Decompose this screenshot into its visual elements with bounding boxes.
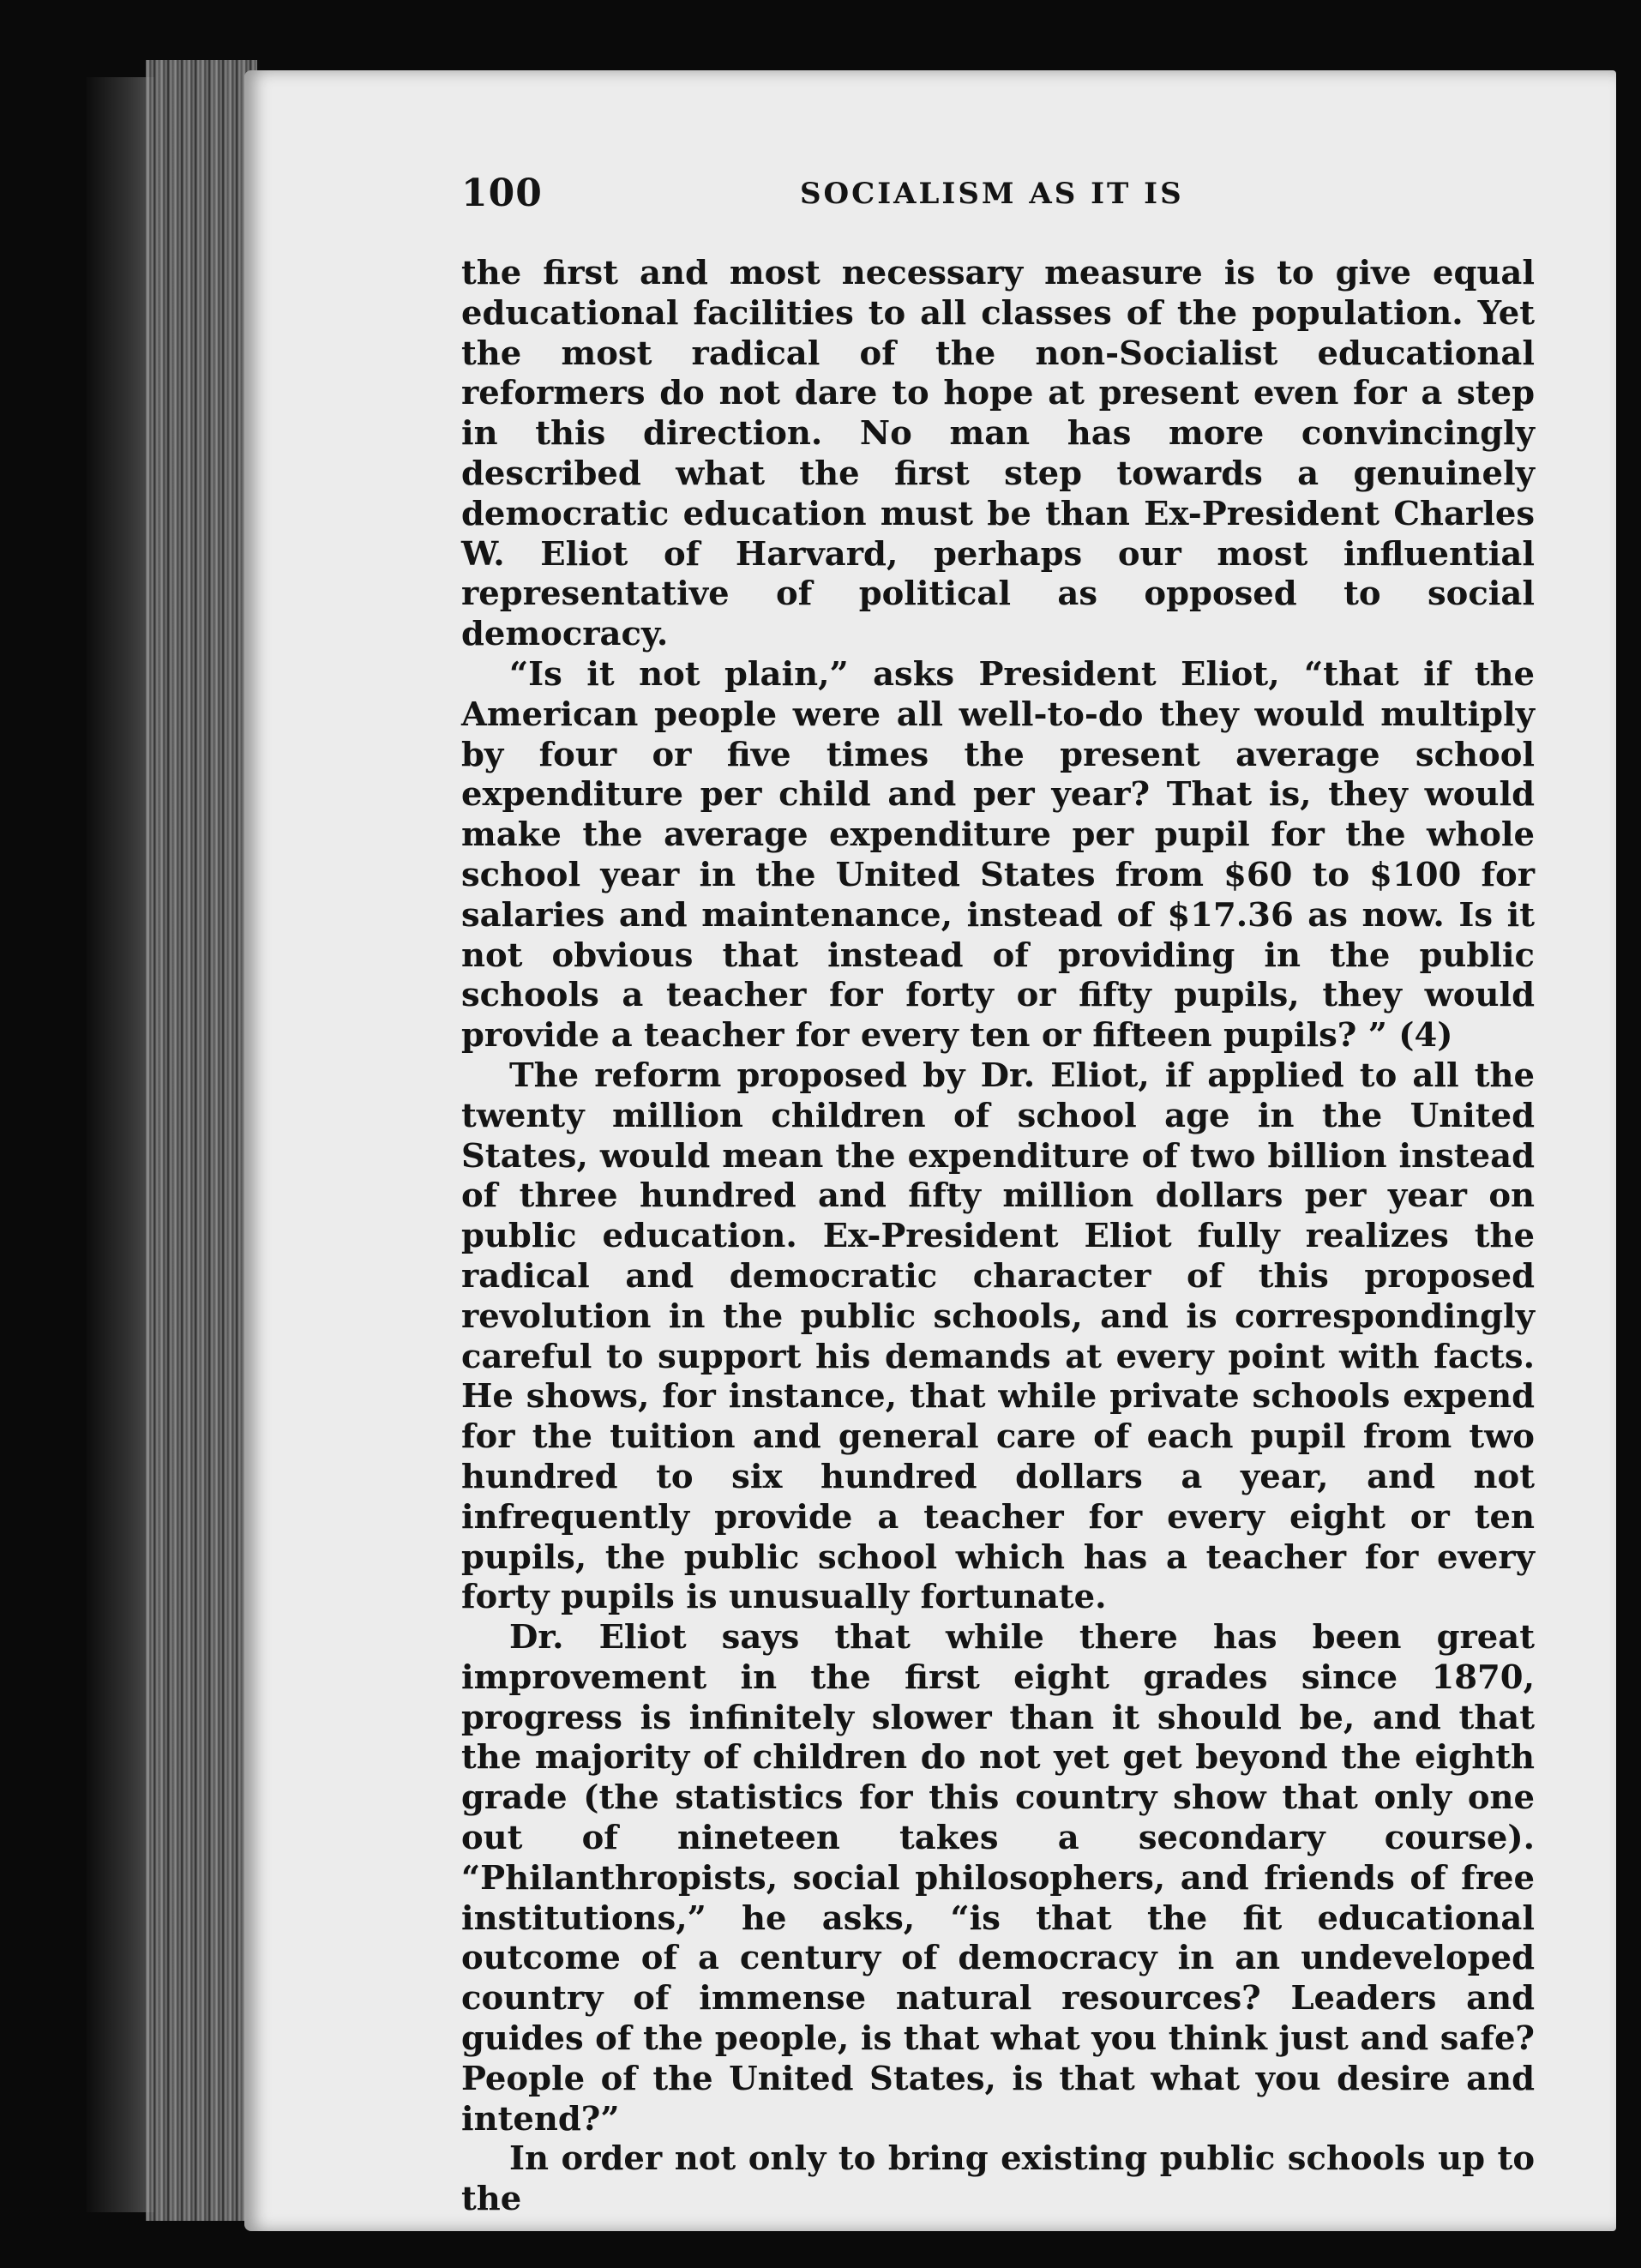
page-content [461,171,1535,2220]
paragraph: “Is it not plain,” asks President Eliot, “that if the American people were all well-to-do they would multiply by four or five times the present average school expenditure per child and per year? That is, they would make the average expenditure per pupil for the whole school year in the United States from $60 to $100 for salaries and maintenance, instead of $17.36 as now. Is it not obvious that instead of providing in the public schools a teacher for forty or fifty pupils, they would provide a teacher for every ten or fifteen pupils? ” (4) [461,654,1535,1056]
book-page-edges [146,60,257,2221]
running-head-title: SOCIALISM AS IT IS [800,177,1184,211]
body-text [461,254,1535,2220]
paragraph: In order not only to bring existing public schools up to the [461,2139,1535,2219]
paragraph: Dr. Eliot says that while there has been great improvement in the first eight grades since 1870, progress is infinitely slower than it should be, and that the majority of children do not yet get beyond the eighth grade (the statistics for this country show that only one out of nineteen takes a secondary course). “Philanthropists, social philosophers, and friends of free institutions,” he asks, “is that the fit educational outcome of a century of democracy in an undeveloped country of immense natural resources? Leaders and guides of the people, is that what you think just and safe? People of the United States, is that what you desire and intend?” [461,1618,1535,2139]
running-head [461,171,1535,232]
page-number: 100 [461,171,543,215]
book-spine-shadow [86,77,154,2212]
paragraph: The reform proposed by Dr. Eliot, if applied to all the twenty million children of school age in the United States, would mean the expenditure of two billion instead of three hundred and fifty million dollars per year on public education. Ex-President Eliot fully realizes the radical and democratic character of this proposed revolution in the public schools, and is correspondingly careful to support his demands at every point with facts. He shows, for instance, that while private schools expend for the tuition and general care of each pupil from two hundred to six hundred dollars a year, and not infrequently provide a teacher for every eight or ten pupils, the public school which has a teacher for every forty pupils is unusually fortunate. [461,1056,1535,1617]
paragraph: the first and most necessary measure is to give equal educational facilities to all classes of the population. Yet the most radical of the non-Socialist educational reformers do not dare to hope at present even for a step in this direction. No man has more convincingly described what the first step towards a genuinely democratic education must be than Ex-President Charles W. Eliot of Harvard, perhaps our most influential representative of political as opposed to social democracy. [461,254,1535,654]
